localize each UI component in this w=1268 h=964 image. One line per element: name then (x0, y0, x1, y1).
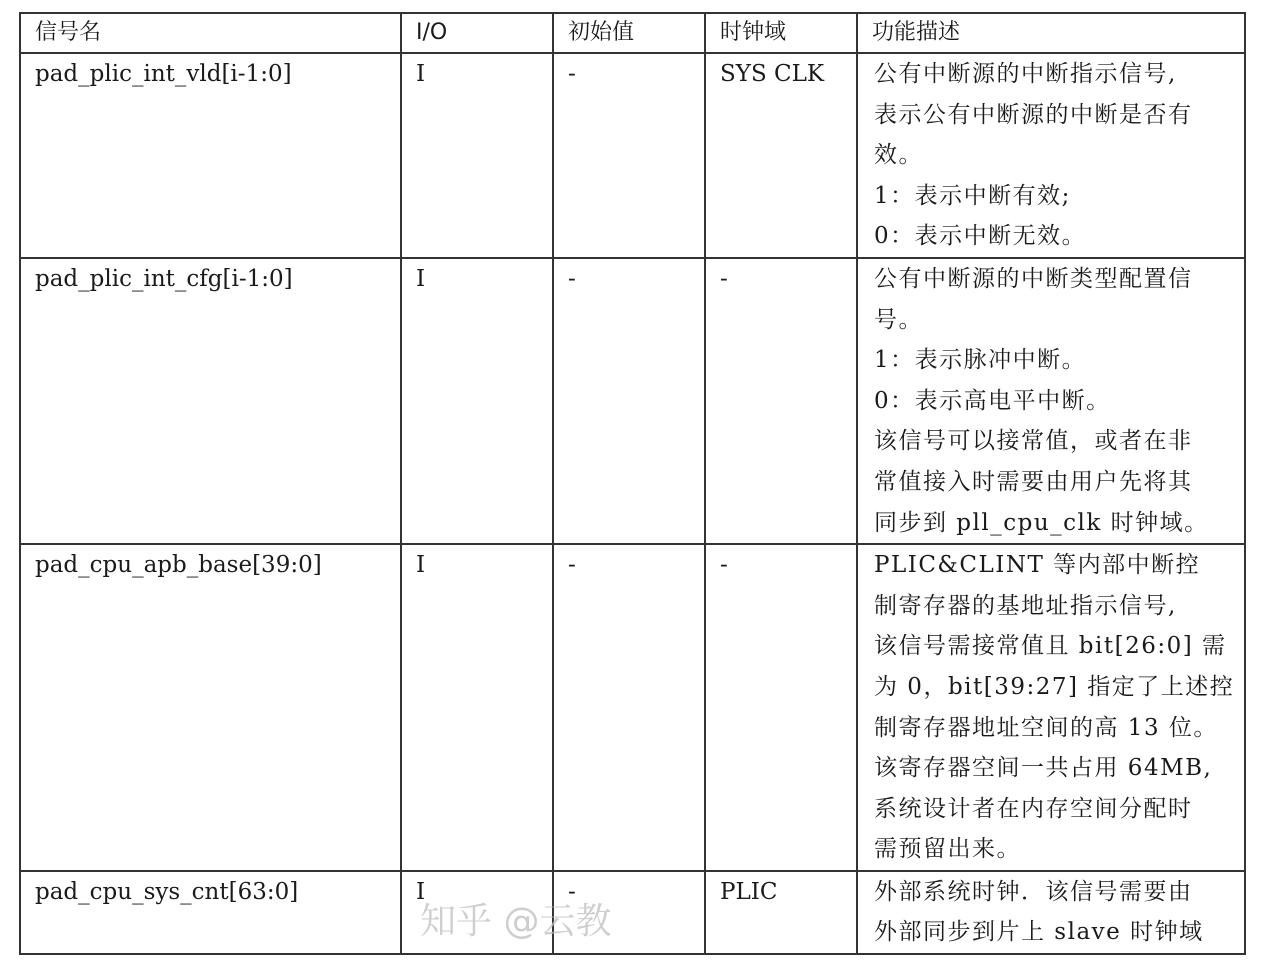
description-line: 该信号可以接常值，或者在非 (874, 428, 1193, 455)
table-row (20, 53, 1245, 258)
description-line: 外部同步到片上 slave 时钟域 (874, 919, 1204, 946)
header-description: 功能描述 (857, 13, 1245, 53)
description-line: 常值接入时需要由用户先将其 (874, 468, 1193, 495)
initial-value-cell: - (553, 871, 705, 954)
signal-name-cell: pad_plic_int_vld[i-1:0] (20, 53, 401, 258)
description-line: 公有中断源的中断指示信号, (874, 61, 1177, 87)
description-line: 制寄存器地址空间的高 13 位。 (874, 714, 1218, 741)
description-line: 1：表示脉冲中断。 (874, 347, 1087, 374)
clock-domain-cell: PLIC (705, 871, 857, 954)
description-cell (857, 53, 1245, 258)
description-line: 同步到 pll_cpu_clk 时钟域。 (874, 509, 1209, 536)
io-cell: I (401, 258, 553, 544)
clock-domain-cell: - (705, 258, 857, 544)
table-row (20, 871, 1245, 954)
description-line: 需预留出来。 (874, 836, 1021, 863)
header-signal-name: 信号名 (20, 13, 401, 53)
description-cell (857, 544, 1245, 871)
io-cell: I (401, 53, 553, 258)
header-row (20, 13, 1245, 53)
description-line: 外部系统时钟．该信号需要由 (874, 878, 1193, 905)
description-line: 制寄存器的基地址指示信号, (874, 592, 1177, 619)
initial-value-cell: - (553, 258, 705, 544)
signal-name-cell: pad_plic_int_cfg[i-1:0] (20, 258, 401, 544)
clock-domain-cell: - (705, 544, 857, 871)
description-cell (857, 871, 1245, 954)
io-cell: I (401, 871, 553, 954)
description-line: PLIC&CLINT 等内部中断控 (874, 552, 1201, 579)
header-initial-value: 初始值 (553, 13, 705, 53)
description-line: 该寄存器空间一共占用 64MB, (874, 755, 1213, 782)
header-io: I/O (401, 13, 553, 53)
description-line: 为 0，bit[39:27] 指定了上述控 (874, 673, 1235, 700)
description-line: 号。 (874, 306, 923, 333)
initial-value-cell: - (553, 53, 705, 258)
initial-value-cell: - (553, 544, 705, 871)
description-line: 公有中断源的中断类型配置信 (874, 265, 1193, 292)
description-line: 表示公有中断源的中断是否有 (874, 101, 1193, 128)
signal-name-cell: pad_cpu_sys_cnt[63:0] (20, 871, 401, 954)
description-line: 系统设计者在内存空间分配时 (874, 795, 1193, 822)
header-clock-domain: 时钟域 (705, 13, 857, 53)
signal-table (19, 12, 1246, 955)
description-line: 该信号需接常值且 bit[26:0] 需 (874, 633, 1227, 660)
signal-name-cell: pad_cpu_apb_base[39:0] (20, 544, 401, 871)
io-cell: I (401, 544, 553, 871)
description-line: 1：表示中断有效; (874, 182, 1071, 209)
clock-domain-cell: SYS CLK (705, 53, 857, 258)
watermark: 知乎 @云教 (420, 901, 612, 942)
description-line: 0：表示中断无效。 (874, 223, 1087, 250)
description-line: 效。 (874, 142, 923, 169)
table-row (20, 544, 1245, 871)
description-line: 0：表示高电平中断。 (874, 387, 1111, 414)
table-row (20, 258, 1245, 544)
description-cell (857, 258, 1245, 544)
